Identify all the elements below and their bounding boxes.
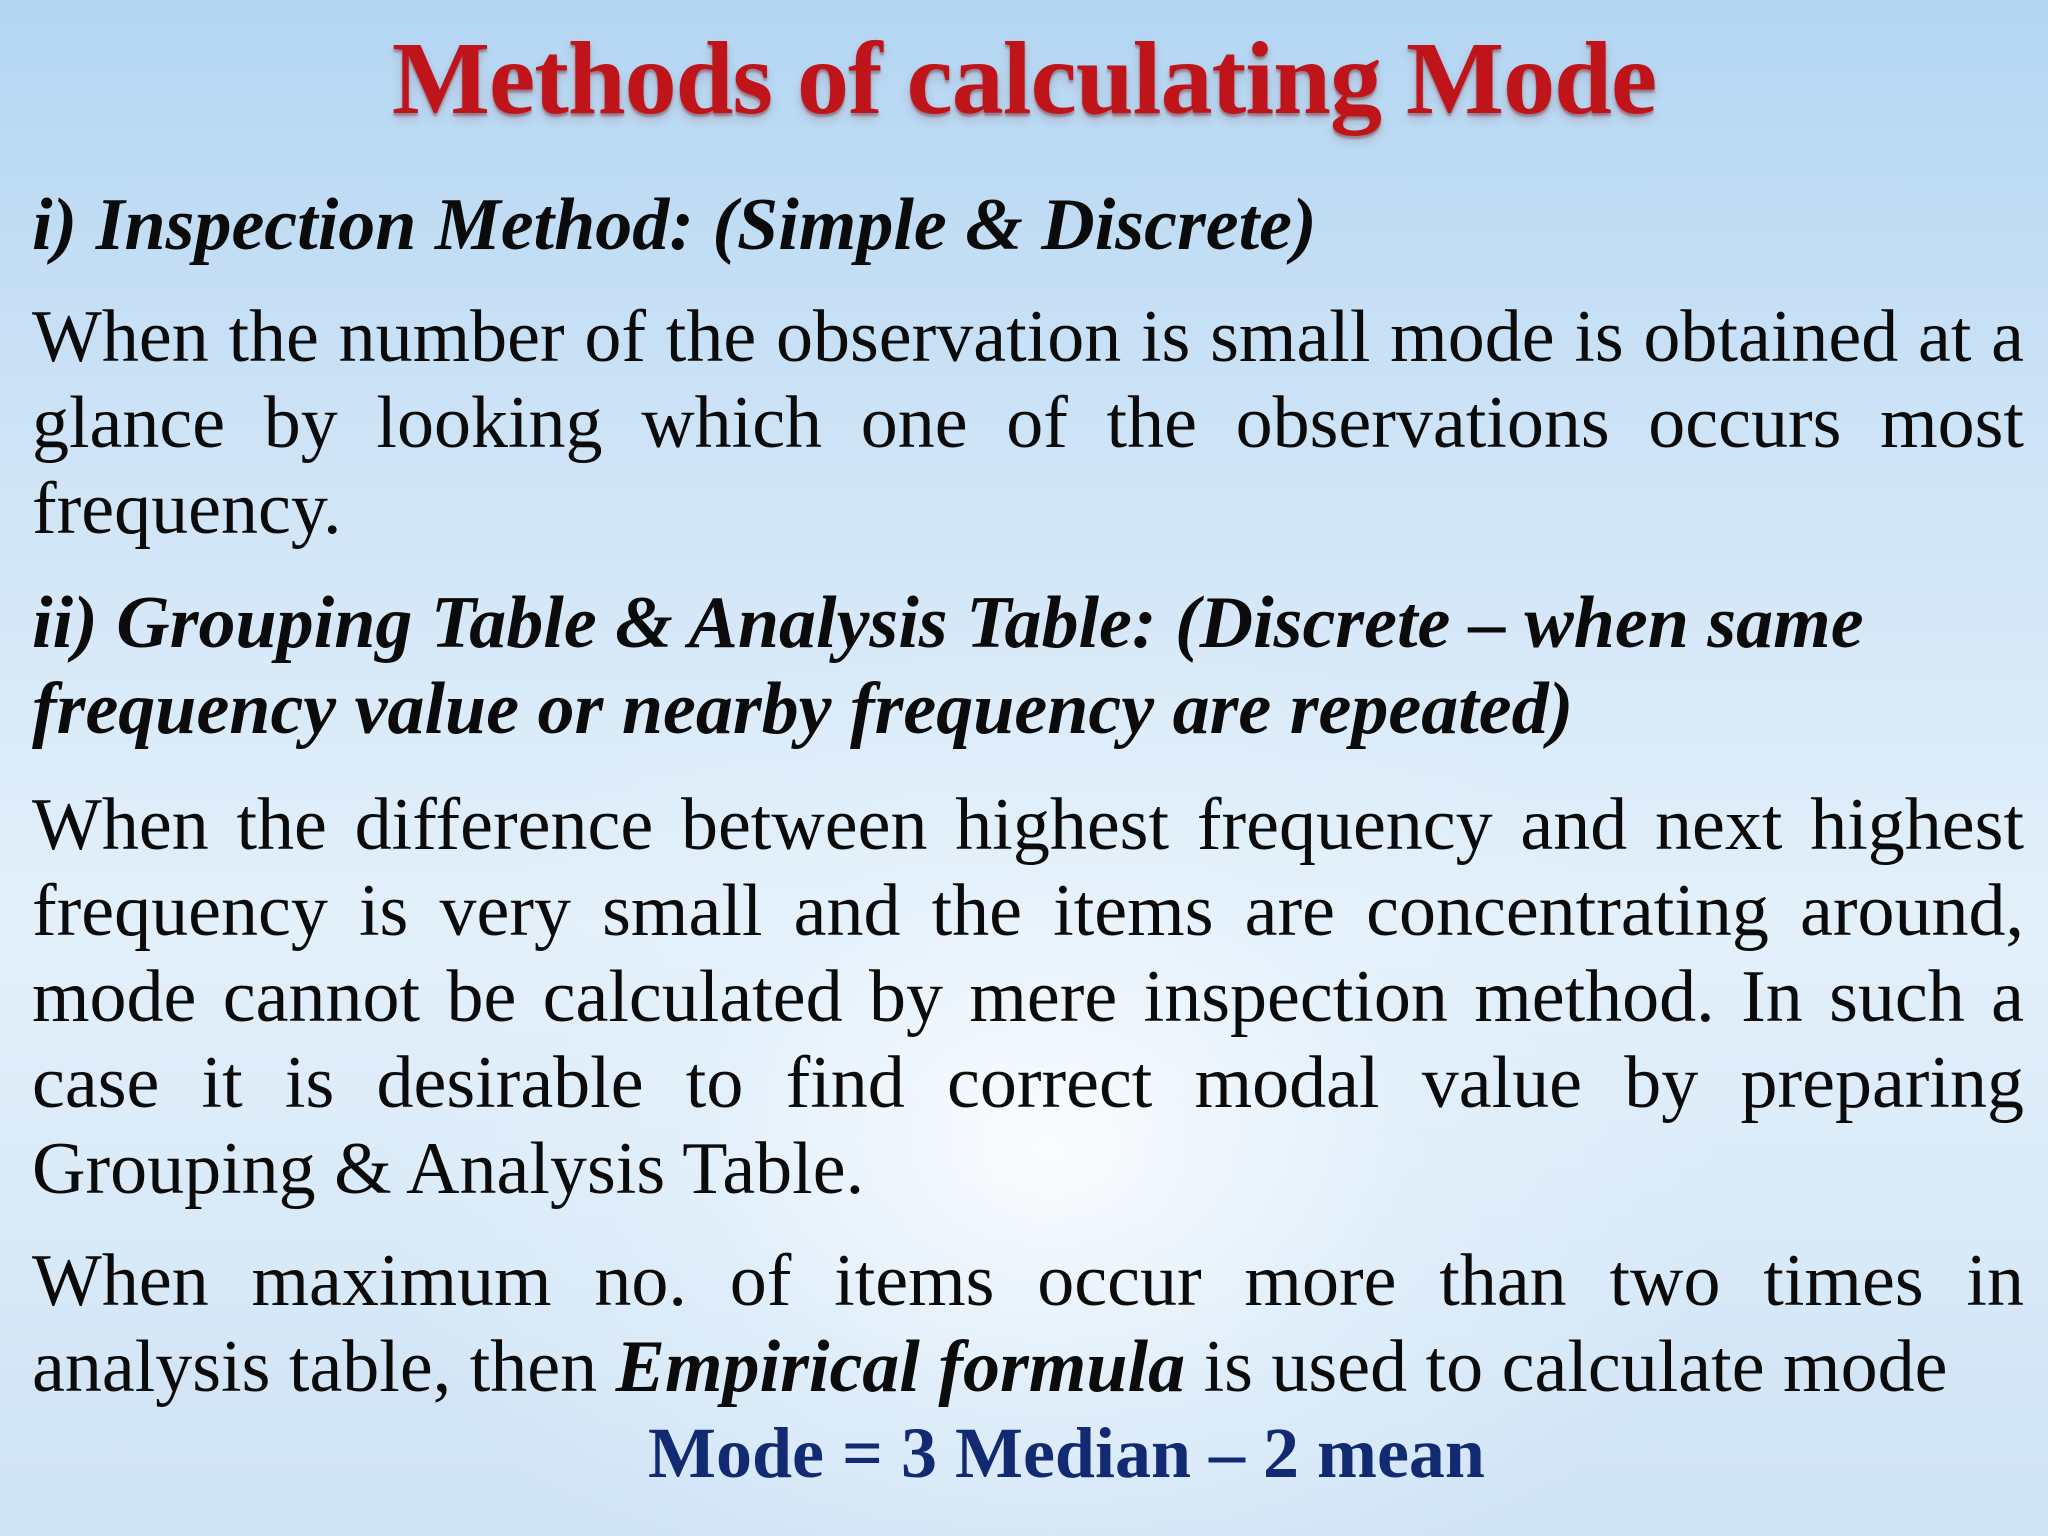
section3-text-before: When maximum no. of items occur more than two times in analysis table, then bbox=[32, 1240, 2024, 1408]
slide-title: Methods of calculating Mode bbox=[391, 21, 1657, 136]
section3-paragraph bbox=[32, 1238, 2024, 1493]
section2-body: When the difference between highest frequency and next highest frequency is very small and the items are concentrating around, mode cannot be calculated by mere inspection method. In such a case it is desirable to find correct modal value by preparing Grouping & Analysis Table. bbox=[32, 784, 2024, 1210]
empirical-formula-emphasis: Empirical formula bbox=[615, 1326, 1186, 1408]
section2-heading: ii) Grouping Table & Analysis Table: (Discrete – when same frequency value or nearby frequency are repeated) bbox=[32, 582, 1864, 750]
title-container bbox=[0, 22, 2048, 136]
section3-text-after: is used to calculate bbox=[1203, 1326, 1765, 1408]
section3-last-word: mode bbox=[1783, 1326, 1948, 1408]
section1-body: When the number of the observation is small mode is obtained at a glance by looking which one of the observations occurs most frequency. bbox=[32, 296, 2024, 550]
section3-body bbox=[32, 1238, 2024, 1410]
mode-formula: Mode = 3 Median – 2 mean bbox=[648, 1413, 1485, 1493]
section1-heading: i) Inspection Method: (Simple & Discrete) bbox=[32, 184, 1317, 266]
